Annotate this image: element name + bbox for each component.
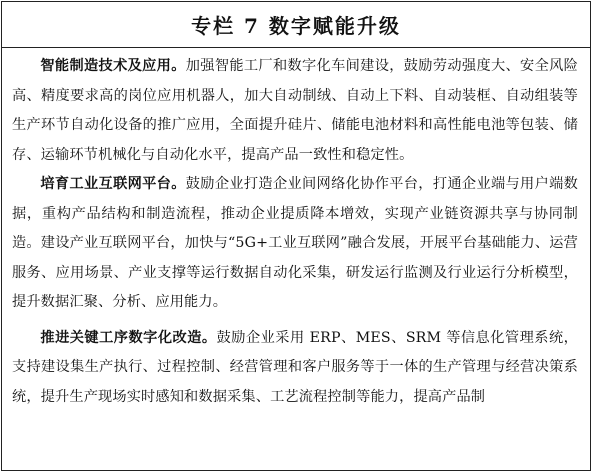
paragraph-lead: 智能制造技术及应用。 <box>40 58 186 74</box>
paragraph-industrial-internet <box>12 170 578 318</box>
paragraph-lead: 推进关键工序数字化改造。 <box>40 329 217 346</box>
paragraph-smart-manufacturing <box>12 52 578 170</box>
paragraph-text: 加强智能工厂和数字化车间建设，鼓励劳动强度大、安全风险高、精度要求高的岗位应用机器人，加大自动制绒、自动上下料、自动装框、自动组装等生产环节自动化设备的推广应用，全面提升硅片、储能电池材料和高性能电池等包装、储存、运输环节机械化与自动化水平，提高产品一致性和稳定性。 <box>12 58 578 163</box>
box-body <box>2 48 590 412</box>
box-title: 专栏 7 数字赋能升级 <box>2 2 590 48</box>
paragraph-text: 鼓励企业打造企业间网络化协作平台，打通企业端与用户端数据，重构产品结构和制造流程，推动企业提质降本增效，实现产业链资源共享与协同制造。建设产业互联网平台，加快与“5G+工业互联网”融合发展，开展平台基础能力、运营服务、应用场景、产业支撑等运行数据自动化采集，研发运行监测及行业运行分析模型，提升数据汇聚、分析、应用能力。 <box>12 176 578 310</box>
paragraph-text: 鼓励企业采用 ERP、MES、SRM 等信息化管理系统，支持建设集生产执行、过程控制、经营管理和客户服务等于一体的生产管理与经营决策系统，提升生产现场实时感知和数据采集、工艺流程控制等能力，提高产品制 <box>12 329 578 405</box>
paragraph-digital-transformation <box>12 324 578 413</box>
paragraph-lead: 培育工业互联网平台。 <box>40 176 186 192</box>
feature-box <box>1 1 591 471</box>
